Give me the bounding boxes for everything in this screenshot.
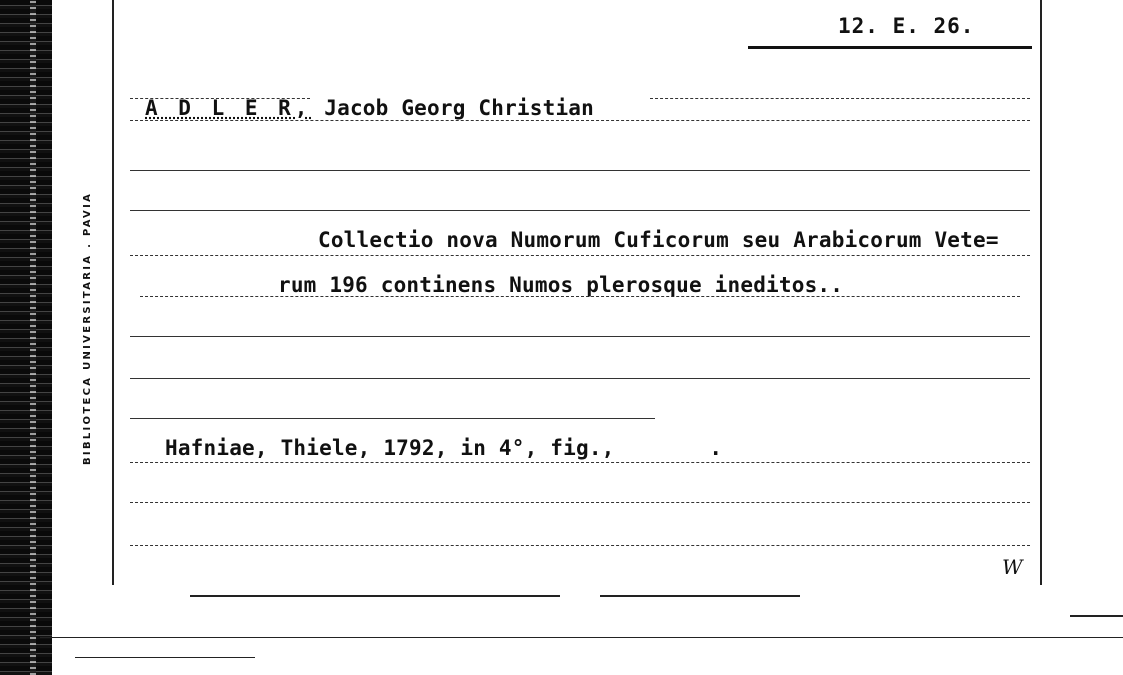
- ruled-line: [130, 462, 1030, 463]
- ruled-line: [130, 418, 655, 419]
- shelfmark-underline: [748, 46, 1032, 49]
- library-stamp: BIBLIOTECA UNIVERSITARIA . PAVIA: [82, 191, 93, 465]
- imprint-text: Hafniae, Thiele, 1792, in 4°, fig.,: [165, 436, 628, 460]
- ruled-line: [130, 120, 1030, 121]
- author-heading: [145, 96, 594, 120]
- handwritten-initials: W: [1002, 555, 1023, 579]
- title-line-1: Collectio nova Numorum Cuficorum seu Arabicorum Vete=: [318, 228, 999, 252]
- edge-line: [1070, 615, 1123, 617]
- edge-line: [600, 595, 800, 597]
- ruled-line: [130, 378, 1030, 379]
- ruled-line: [130, 545, 1030, 546]
- author-surname: A D L E R,: [145, 96, 312, 120]
- ruled-line: [130, 336, 1030, 337]
- right-margin-rule: [1040, 0, 1042, 585]
- imprint: [165, 436, 722, 460]
- title-line-2: rum 196 continens Numos plerosque ineditos..: [278, 273, 844, 297]
- edge-line: [190, 595, 560, 597]
- edge-line: [40, 637, 1123, 638]
- author-given-names: Jacob Georg Christian: [324, 96, 594, 120]
- ruled-line: [130, 170, 1030, 171]
- card-bottom-edge: [0, 585, 1123, 675]
- ruled-line: [130, 210, 1030, 211]
- ruled-line: [650, 98, 1030, 99]
- ruled-line: [130, 255, 1030, 256]
- edge-line: [75, 657, 255, 658]
- shelfmark: 12. E. 26.: [838, 14, 975, 38]
- ruled-line: [130, 502, 1030, 503]
- left-margin-rule: [112, 0, 114, 585]
- imprint-tail: .: [709, 436, 723, 460]
- binding-edge: [0, 0, 52, 675]
